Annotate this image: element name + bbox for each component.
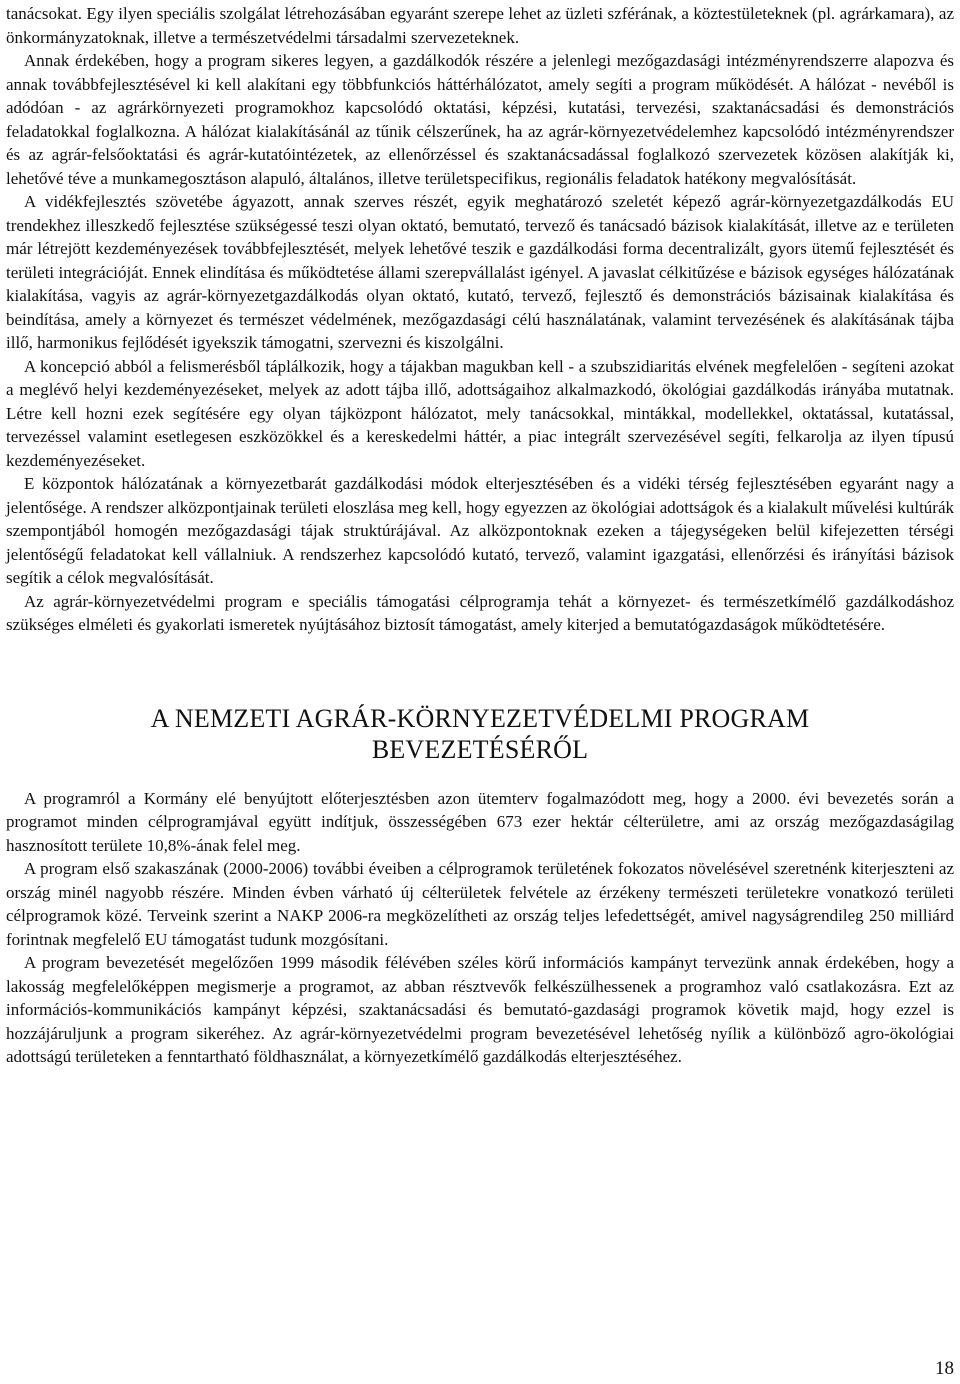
body-text-bottom [6,787,954,1069]
paragraph: A program első szakaszának (2000-2006) további éveiben a célprogramok területének fokozatos növelésével szeretnénk kiterjeszteni az ország minél nagyobb részére. Minden évben várható új célterületek felvétele az érzékeny természeti területekre vonatkozó területi célprogramok közé. Terveink szerint a NAKP 2006-ra megközelítheti az ország teljes lefedettségét, amivel nagyságrendileg 250 milliárd forintnak megfelelő EU támogatást tudunk mozgósítani. [6,859,954,949]
section-heading [6,703,954,765]
body-text-top [6,2,954,637]
paragraph: tanácsokat. Egy ilyen speciális szolgálat létrehozásában egyaránt szerepe lehet az üzleti szférának, a köztestületeknek (pl. agrárkamara), az önkormányzatoknak, illetve a természetvédelmi társadalmi szervezeteknek. [6,4,954,47]
paragraph: Az agrár-környezetvédelmi program e speciális támogatási célprogramja tehát a környezet- és természetkímélő gazdálkodáshoz szükséges elméleti és gyakorlati ismeretek nyújtásához biztosít támogatást, amely kiterjed a bemutatógazdaságok működtetésére. [6,591,954,634]
document-page [6,0,954,1069]
paragraph: E központok hálózatának a környezetbarát gazdálkodási módok elterjesztésében és a vidéki térség fejlesztésében egyaránt nagy a jelentősége. A rendszer alközpontjainak területi eloszlása meg kell, hogy egyezzen az ökológiai adottságok és a kialakult művelési kultúrák szempontjából homogén mezőgazdasági tájak struktúrájával. Az alközpontoknak ezeken a tájegységeken belül kifejezetten térségi jelentőségű feladatokat kell vállalniuk. A rendszerhez kapcsolódó kutató, tervező, valamint igazgatási, ellenőrzési és irányítási bázisok segítik a célok megvalósítását. [6,474,954,587]
paragraph: A programról a Kormány elé benyújtott előterjesztésben azon ütemterv fogalmazódott meg, hogy a 2000. évi bevezetés során a programot minden célprogramjával együtt indítjuk, összességében 673 ezer hektár célterületre, ami az ország mezőgazdaságilag hasznosított területe 10,8%-ának felel meg. [6,788,954,855]
heading-line: A NEMZETI AGRÁR-KÖRNYEZETVÉDELMI PROGRAM [150,703,810,733]
paragraph: Annak érdekében, hogy a program sikeres legyen, a gazdálkodók részére a jelenlegi mezőgazdasági intézményrendszerre alapozva és annak továbbfejlesztésével ki kell alakítani egy többfunkciós háttérhálózatot, amely segíti a program működését. A hálózat - nevéből is adódóan - az agrárkörnyezeti programokhoz kapcsolódó oktatási, képzési, kutatási, tervezési, szaktanácsadási és demonstrációs feladatokkal foglalkozna. A hálózat kialakításánál az tűnik célszerűnek, ha az agrár-környezetvédelemhez kapcsolódó intézményrendszer és az agrár-felsőoktatási és agrár-kutatóintézetek, az ellenőrzéssel és szaktanácsadással foglalkozó szervezetek közösen alakítják ki, lehetővé téve a munkamegosztáson alapuló, általános, illetve területspecifikus, regionális feladatok hatékony megvalósítását. [6,51,954,188]
paragraph: A vidékfejlesztés szövetébe ágyazott, annak szerves részét, egyik meghatározó szeletét képező agrár-környezetgazdálkodás EU trendekhez illeszkedő fejlesztése szükségessé teszi olyan oktató, bemutató, tervező és tanácsadó bázisok kialakítását, illetve az e területen már létrejött kezdeményezések továbbfejlesztését, melyek lehetővé teszik e gazdálkodási forma decentralizált, gyors ütemű fejlesztését és területi integrációját. Ennek elindítása és működtetése állami szerepvállalást igényel. A javaslat célkitűzése e bázisok egységes hálózatának kialakítása, vagyis az agrár-környezetgazdálkodás olyan oktató, kutató, tervező, fejlesztő és demonstrációs bázisainak kialakítása és beindítása, amely a környezet és természet védelmének, mezőgazdasági célú használatának, valamint tervezésének és alakításának tájba illő, harmonikus fejlődését igyekszik támogatni, szervezni és kiszolgálni. [6,192,954,352]
paragraph: A program bevezetését megelőzően 1999 második félévében széles körű információs kampányt tervezünk annak érdekében, hogy a lakosság megfelelőképpen megismerje a programot, az abban résztvevők felkészülhessenek a programhoz való csatlakozásra. Ezt az információs-kommunikációs kampányt képzési, szaktanácsadási és bemutató-gazdasági programok követik majd, hogy ezzel is hozzájáruljunk a program sikeréhez. Az agrár-környezetvédelmi program bevezetésével lehetőség nyílik a különböző agro-ökológiai adottságú területeken a fenntartható földhasználat, a környezetkímélő gazdálkodás elterjesztéséhez. [6,953,954,1066]
page-number: 18 [935,1358,954,1379]
paragraph: A koncepció abból a felismerésből táplálkozik, hogy a tájakban magukban kell - a szubszidiaritás elvének megfelelően - segíteni azokat a meglévő helyi kezdeményezéseket, melyek az adott tájba illő, adottságaihoz alkalmazkodó, ökológiai gazdálkodás irányába mutatnak. Létre kell hozni ezek segítésére egy olyan tájközpont hálózatot, mely tanácsokkal, mintákkal, modellekkel, oktatással, kutatással, tervezéssel valamint esetlegesen eszközökkel és a kereskedelmi háttér, a piac integrált szervezésével segíti, felkarolja az ilyen típusú kezdeményezéseket. [6,356,954,470]
heading-line: BEVEZETÉSÉRŐL [371,734,589,764]
